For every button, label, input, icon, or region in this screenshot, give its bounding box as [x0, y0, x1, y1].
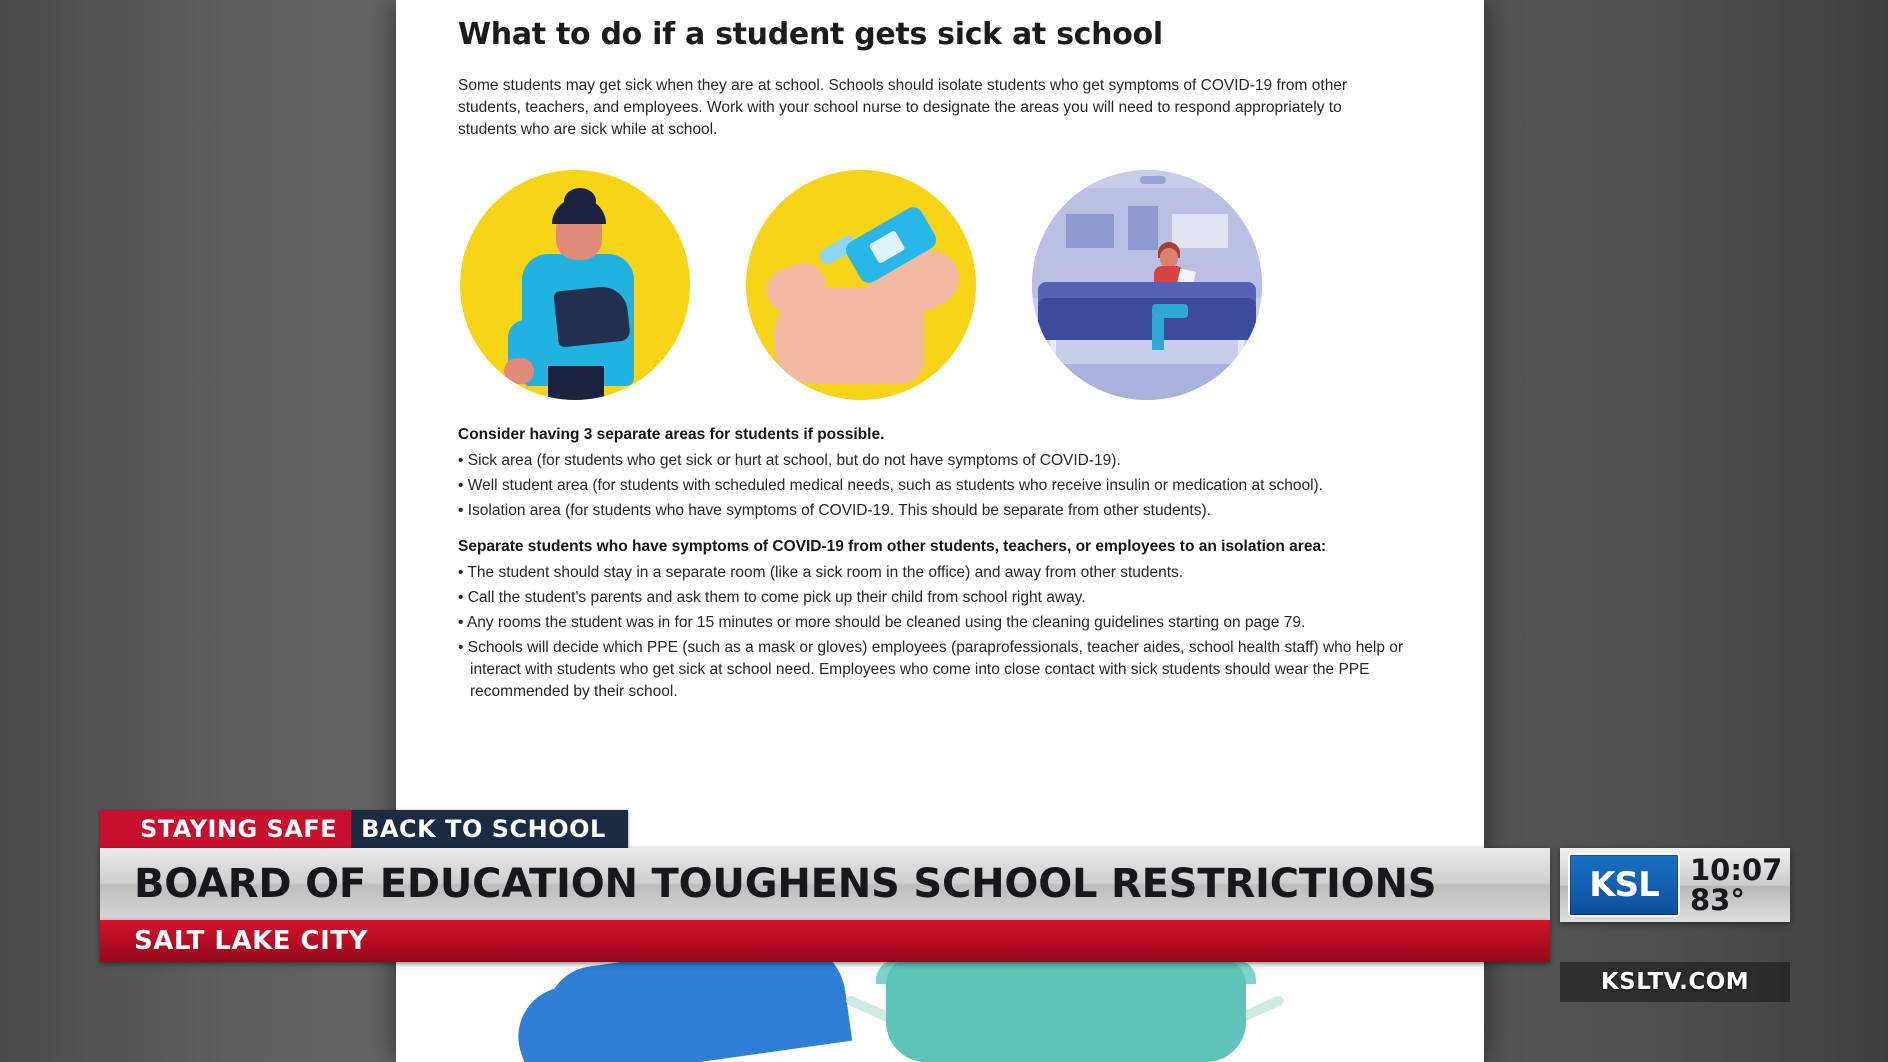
- ksl-logo: KSL: [1568, 853, 1680, 917]
- illustration-row: [458, 170, 1424, 400]
- section1-heading: Consider having 3 separate areas for students if possible.: [458, 425, 885, 443]
- document-page: [396, 0, 1484, 1062]
- location-text: SALT LAKE CITY: [134, 926, 368, 956]
- page-title: What to do if a student gets sick at school: [458, 17, 1163, 52]
- headline-text: BOARD OF EDUCATION TOUGHENS SCHOOL RESTRICTIONS: [134, 861, 1437, 907]
- website-url: KSLTV.COM: [1560, 962, 1790, 1002]
- clock-and-weather: [1690, 852, 1783, 917]
- intro-paragraph: Some students may get sick when they are at school. Schools should isolate students who get symptoms of COVID-19 from other students, teachers, and employees. Work with your school nurse to designate the areas you will need to respond appropriately to students who are sick while at school.: [458, 76, 1348, 139]
- section2-list: [458, 562, 1424, 703]
- list-item: • Well student area (for students with scheduled medical needs, such as students who receive insulin or medication at school).: [458, 475, 1420, 497]
- list-item: • Schools will decide which PPE (such as a mask or gloves) employees (paraprofessionals, teacher aides, school health staff) who help or interact with students who get sick at school need. Employees who come into close contact with sick students should wear the PPE recommended by their school.: [458, 637, 1420, 703]
- illustration-gloves-and-mask: [396, 942, 1484, 1062]
- list-item: • Any rooms the student was in for 15 minutes or more should be cleaned using the cleaning guidelines starting on page 79.: [458, 612, 1420, 634]
- illustration-hand-holding-thermometer: [746, 170, 976, 400]
- clock-time: 10:07: [1690, 852, 1783, 887]
- section1-list: [458, 450, 1424, 522]
- illustration-student-waiting-in-isolation-room: [1032, 170, 1262, 400]
- section2-heading: Separate students who have symptoms of COVID-19 from other students, teachers, or employees to an isolation area:: [458, 537, 1327, 555]
- topic-primary: STAYING SAFE: [100, 810, 351, 848]
- list-item: • Sick area (for students who get sick or hurt at school, but do not have symptoms of COVID-19).: [458, 450, 1420, 472]
- list-item: • Call the student's parents and ask them to come pick up their child from school right away.: [458, 587, 1420, 609]
- topic-secondary: BACK TO SCHOOL: [351, 810, 628, 848]
- lower-third-left-edge: [100, 810, 110, 962]
- list-item: • The student should stay in a separate room (like a sick room in the office) and away from other students.: [458, 562, 1420, 584]
- illustration-student-with-arm-sling: [460, 170, 690, 400]
- station-bug: [1560, 848, 1790, 922]
- temperature: 83°: [1690, 883, 1745, 917]
- list-item: • Isolation area (for students who have symptoms of COVID-19. This should be separate from other students).: [458, 500, 1420, 522]
